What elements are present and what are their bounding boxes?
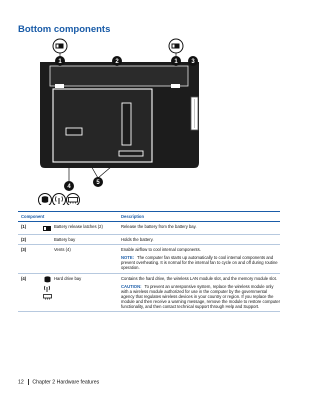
- hard-drive-icon-diagram: [39, 194, 52, 206]
- callout-3: [188, 56, 198, 66]
- wireless-icon: [43, 285, 51, 292]
- chapter-title: Chapter 2 Hardware features: [32, 379, 100, 386]
- caution-text: To prevent an unresponsive system, replace the wireless module only with a wireless module authorized for use in the computer by the governmental agency that regulates wireless devices in your country or region. If you replace the module and then receive a warning message, remove the module to restore computer functionality, and then contact technical support through Help and Support.: [121, 283, 280, 310]
- note-block: [121, 255, 280, 270]
- component-cell: [39, 245, 118, 273]
- memory-module-icon: [43, 294, 52, 300]
- vent-bottom: [119, 151, 143, 156]
- table-row: [18, 222, 280, 235]
- battery-bay: [50, 66, 188, 86]
- table-row: [18, 235, 280, 245]
- laptop-bottom-base: [40, 62, 199, 168]
- page-title: Bottom components: [18, 24, 111, 35]
- description-text: Enable airflow to cool internal components.: [121, 247, 201, 253]
- svg-text:1: 1: [58, 59, 62, 65]
- page-number: 12: [18, 379, 24, 386]
- component-cell: [39, 235, 118, 245]
- battery-release-latch-icon-right: [169, 39, 183, 53]
- component-cell: [39, 222, 118, 235]
- row-number: (4): [21, 275, 27, 281]
- column-header-description: Description: [121, 214, 145, 219]
- table-header-row: [18, 212, 280, 222]
- hard-drive-icon: [44, 276, 51, 283]
- wireless-icon-diagram: [53, 194, 66, 206]
- battery-release-latch-icon-left: [53, 39, 67, 53]
- page-footer: [18, 379, 99, 385]
- battery-latch-right: [171, 84, 180, 88]
- svg-text:5: 5: [96, 180, 100, 186]
- callout-1-left: [55, 56, 65, 66]
- description-cell: Holds the battery.: [121, 237, 154, 243]
- column-header-component: Component: [21, 214, 45, 219]
- note-text: The computer fan starts up automatically to cool internal components and prevent overheating. It is normal for the internal fan to cycle on and off during routine operation.: [121, 255, 278, 271]
- svg-text:3: 3: [191, 59, 195, 65]
- note-label: NOTE:: [121, 255, 135, 261]
- svg-text:1: 1: [174, 59, 178, 65]
- table-row: [18, 273, 280, 312]
- description-cell: [118, 273, 280, 312]
- component-name: Battery bay: [54, 237, 76, 243]
- callout-5: [93, 177, 103, 187]
- component-cell: [39, 273, 118, 312]
- bottom-components-diagram: [0, 0, 300, 205]
- battery-release-icon: [42, 224, 52, 232]
- row-number: (1): [21, 224, 27, 230]
- row-number: (3): [21, 247, 27, 253]
- callout-2: [112, 56, 122, 66]
- description-cell: Release the battery from the battery bay.: [121, 224, 197, 230]
- component-name: Battery release latches (2): [54, 224, 103, 230]
- description-cell: [118, 245, 280, 273]
- caution-label: CAUTION:: [121, 283, 142, 289]
- component-name: Vents (4): [54, 247, 71, 253]
- table-row: [18, 245, 280, 273]
- memory-module-icon-diagram: [67, 194, 80, 206]
- vent-tall: [122, 103, 131, 145]
- row-number: (2): [21, 237, 27, 243]
- callout-4: [64, 181, 74, 191]
- svg-text:4: 4: [67, 184, 71, 190]
- components-table: [18, 211, 280, 312]
- vent-small: [66, 128, 82, 135]
- svg-text:2: 2: [115, 59, 119, 65]
- battery-latch-left: [55, 84, 64, 88]
- description-text: Contains the hard drive, the wireless LAN module slot, and the memory module slot.: [121, 275, 277, 281]
- callout-1-right: [171, 56, 181, 66]
- caution-block: [121, 284, 280, 309]
- component-name: Hard drive bay: [54, 275, 82, 281]
